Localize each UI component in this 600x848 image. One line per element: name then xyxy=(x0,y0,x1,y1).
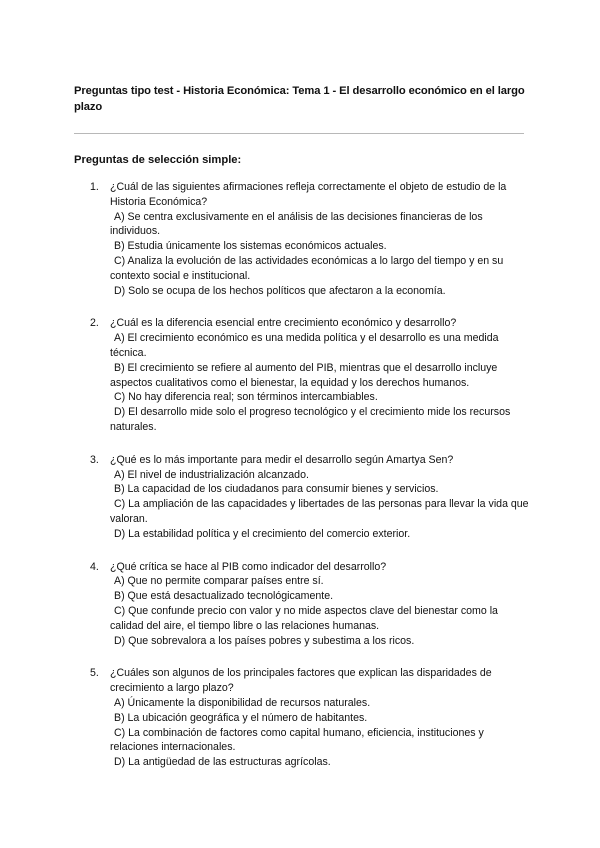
question-text: ¿Qué crítica se hace al PIB como indicador del desarrollo? xyxy=(110,560,387,573)
option-a: A) Que no permite comparar países entre sí. xyxy=(114,575,324,588)
option-c: C) Que confunde precio con valor y no mide aspectos clave del bienestar como la calidad del aire, el tiempo libre o las relaciones humanas. xyxy=(110,604,498,632)
option-a: A) El crecimiento económico es una medida política y el desarrollo es una medida técnica. xyxy=(110,332,499,359)
option-c: C) La combinación de factores como capital humano, eficiencia, instituciones y relaciones internacionales. xyxy=(110,726,484,754)
question-number: 4. xyxy=(90,560,99,573)
question-text: ¿Cuál de las siguientes afirmaciones refleja correctamente el objeto de estudio de la Historia Económica? xyxy=(110,181,507,208)
question-text: ¿Cuál es la diferencia esencial entre crecimiento económico y desarrollo? xyxy=(110,317,457,330)
option-list xyxy=(0,696,600,770)
question-number: 2. xyxy=(90,317,99,330)
option-list xyxy=(0,468,600,542)
question-number: 1. xyxy=(90,181,99,193)
question-item xyxy=(0,180,600,298)
option-d: D) Que sobrevalora a los países pobres y subestima a los ricos. xyxy=(114,634,415,647)
question-number: 3. xyxy=(90,453,99,466)
document-title: Preguntas tipo test - Historia Económica: Tema 1 - El desarrollo económico en el largo plazo xyxy=(74,85,525,113)
option-b: B) La ubicación geográfica y el número de habitantes. xyxy=(114,711,368,724)
horizontal-rule xyxy=(74,133,524,134)
question-item xyxy=(0,316,600,434)
section-heading: Preguntas de selección simple: xyxy=(74,154,242,166)
option-list xyxy=(0,210,600,299)
option-b: B) Estudia únicamente los sistemas económicos actuales. xyxy=(114,240,387,253)
option-c: C) No hay diferencia real; son términos intercambiables. xyxy=(114,391,378,404)
question-item xyxy=(0,666,600,770)
question-item xyxy=(0,560,600,649)
option-c: C) Analiza la evolución de las actividades económicas a lo largo del tiempo y en su contexto social e institucional. xyxy=(110,254,504,282)
question-text: ¿Cuáles son algunos de los principales factores que explican las disparidades de crecimiento a largo plazo? xyxy=(110,667,492,695)
option-a: A) Se centra exclusivamente en el análisis de las decisiones financieras de los individuos. xyxy=(110,210,483,238)
question-text: ¿Qué es lo más importante para medir el desarrollo según Amartya Sen? xyxy=(110,453,454,466)
option-a: A) El nivel de industrialización alcanzado. xyxy=(114,468,309,481)
option-b: B) La capacidad de los ciudadanos para consumir bienes y servicios. xyxy=(114,483,439,496)
question-number: 5. xyxy=(90,667,99,680)
option-list xyxy=(0,574,600,648)
option-a: A) Únicamente la disponibilidad de recursos naturales. xyxy=(114,696,371,709)
option-c: C) La ampliación de las capacidades y libertades de las personas para llevar la vida que valoran. xyxy=(110,498,529,525)
question-item xyxy=(0,453,600,542)
question-list xyxy=(0,180,600,788)
option-d: D) El desarrollo mide solo el progreso tecnológico y el crecimiento mide los recursos naturales. xyxy=(110,406,511,433)
option-d: D) La estabilidad política y el crecimiento del comercio exterior. xyxy=(114,527,411,540)
option-d: D) La antigüedad de las estructuras agrícolas. xyxy=(114,756,331,769)
option-list xyxy=(0,331,600,435)
option-d: D) Solo se ocupa de los hechos políticos que afectaron a la economía. xyxy=(114,284,446,297)
option-b: B) Que está desactualizado tecnológicamente. xyxy=(114,590,334,603)
option-b: B) El crecimiento se refiere al aumento del PIB, mientras que el desarrollo incluye aspectos cualitativos como el bienestar, la equidad y los derechos humanos. xyxy=(110,361,498,389)
